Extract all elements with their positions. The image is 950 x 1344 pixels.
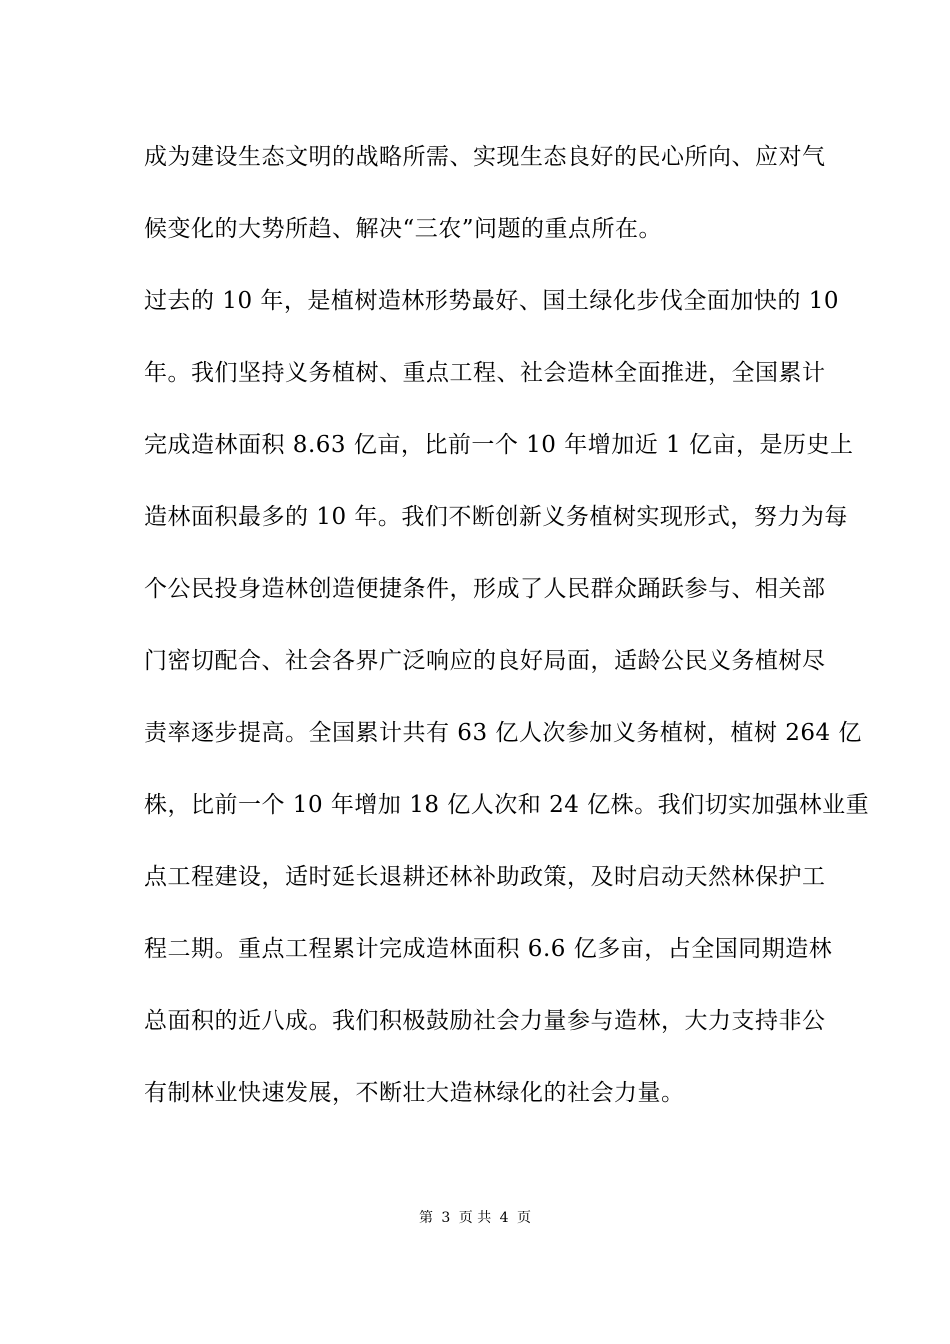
text-line: 门密切配合、社会各界广泛响应的良好局面，适龄公民义务植树尽 xyxy=(144,648,826,674)
text-line: 总面积的近八成。我们积极鼓励社会力量参与造林，大力支持非公 xyxy=(144,1008,826,1034)
footer-total-pages: 4 xyxy=(499,1210,509,1226)
text-line: 个公民投身造林创造便捷条件，形成了人民群众踊跃参与、相关部 xyxy=(144,576,826,602)
text-line: 责率逐步提高。全国累计共有 63 亿人次参加义务植树，植树 264 亿 xyxy=(144,720,862,746)
text-line: 有制林业快速发展，不断壮大造林绿化的社会力量。 xyxy=(144,1080,685,1106)
footer-suffix: 页 xyxy=(517,1210,532,1226)
text-line: 年。我们坚持义务植树、重点工程、社会造林全面推进，全国累计 xyxy=(144,360,826,386)
text-line: 过去的 10 年，是植树造林形势最好、国土绿化步伐全面加快的 10 xyxy=(144,288,839,314)
text-line: 成为建设生态文明的战略所需、实现生态良好的民心所向、应对气 xyxy=(144,144,826,170)
text-line: 候变化的大势所趋、解决“三农”问题的重点所在。 xyxy=(144,216,663,242)
text-line: 程二期。重点工程累计完成造林面积 6.6 亿多亩，占全国同期造林 xyxy=(144,936,833,962)
page-footer xyxy=(0,1209,950,1227)
footer-current-page: 3 xyxy=(441,1210,451,1226)
text-line: 造林面积最多的 10 年。我们不断创新义务植树实现形式，努力为每 xyxy=(144,504,848,530)
text-line: 株，比前一个 10 年增加 18 亿人次和 24 亿株。我们切实加强林业重 xyxy=(144,792,870,818)
text-line: 完成造林面积 8.63 亿亩，比前一个 10 年增加近 1 亿亩，是历史上 xyxy=(144,432,854,458)
footer-prefix: 第 xyxy=(418,1210,433,1226)
text-line: 点工程建设，适时延长退耕还林补助政策，及时启动天然林保护工 xyxy=(144,864,826,890)
footer-mid: 页 共 xyxy=(458,1210,492,1226)
